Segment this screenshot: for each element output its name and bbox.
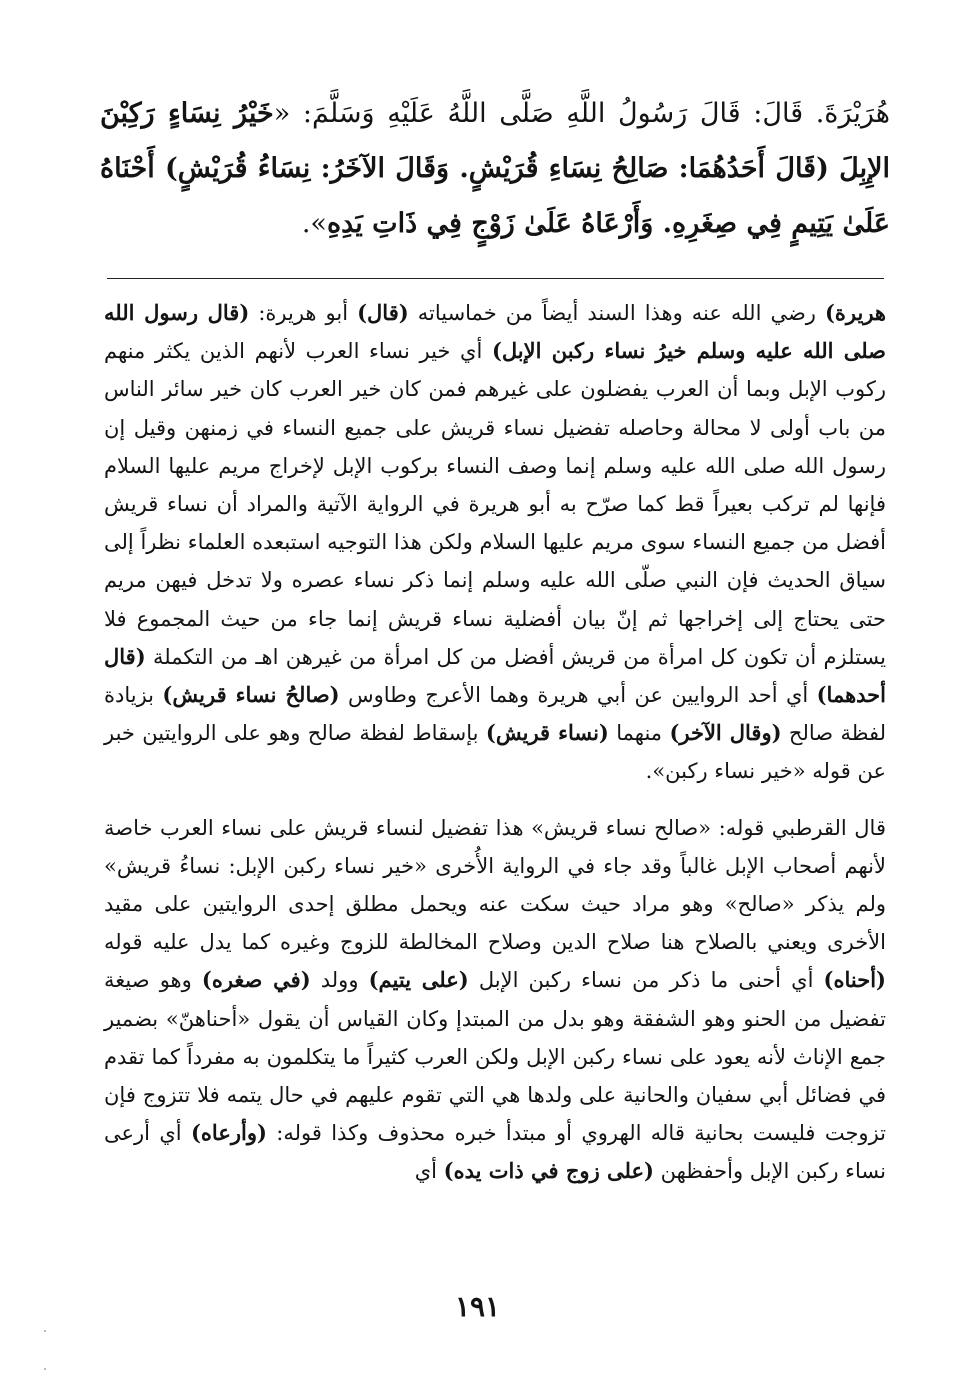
bold-quote: (نساء قريش) (485, 720, 609, 746)
bold-quote: (قال) (357, 300, 409, 325)
text-run: بزيادة لفظة صالح (104, 683, 886, 746)
bold-quote: (قال رسول الله صلى الله عليه وسلم خيرُ نساء ركبن الإبل) (104, 300, 886, 364)
text-run: قال القرطبي قوله: «صالح نساء قريش» هذا تفضيل لنساء قريش على نساء العرب خاصة لأنهم أصحاب الإبل غالباً وقد جاء في الرواية الأُخرى «خير نساء ركبن الإبل: نساءُ قريش» ولم يذكر «صالح» وهو مراد حيث سكت عنه ويحمل مطلق إحدى الروايتين على مقيد الأخرى ويعني بالصلاح هنا صلاح الدين وصلاح المخالطة للزوج وغيره كما يدل عليه قوله (104, 815, 886, 955)
text-run: أي أحد الروايين عن أبي هريرة وهما الأعرج وطاوس (339, 683, 817, 708)
text-run: منهما (608, 721, 670, 746)
bold-quote: (على يتيم) (368, 967, 469, 993)
commentary (104, 294, 886, 1191)
text-run: وولد (310, 968, 369, 993)
bold-quote: (على زوج في ذات يده) (443, 1158, 654, 1184)
text-run: أبو هريرة: (249, 301, 358, 325)
margin-mark (44, 1330, 46, 1332)
bold-quote: (قال أحدهما) (104, 643, 886, 708)
page-number: ١٩١ (454, 1290, 501, 1323)
text-run: أي أرعى نساء ركبن الإبل وأحفظهن (104, 1121, 886, 1184)
margin-mark (44, 1368, 46, 1370)
bold-quote: (أحناه) (823, 967, 886, 993)
hadith-text (100, 86, 890, 251)
bold-quote: (صالحُ نساء قريش) (162, 682, 340, 708)
text-run: أي أحنى ما ذكر من نساء ركبن الإبل (468, 968, 824, 993)
bold-quote: (وأرعاه) (190, 1120, 267, 1146)
text-run: أي (414, 1159, 444, 1184)
hadith-close: ». (301, 208, 327, 239)
commentary-paragraph-1 (104, 294, 886, 791)
hadith-intro: هُرَيْرَةَ. قَالَ: قَالَ رَسُولُ اللَّهِ صَلَّى اللَّهُ عَلَيْهِ وَسَلَّمَ: « (273, 98, 891, 129)
text-run: رضي الله عنه وهذا السند أيضاً من خماسياته (408, 301, 825, 325)
bold-quote: (وقال الآخر) (669, 720, 782, 746)
text-run: أي خير نساء العرب لأنهم الذين يكثر منهم ركوب الإبل وبما أن العرب يفضلون على غيرهم فمن كان خير العرب كان خير سائر الناس من باب أولى لا محالة وحاصله تفضيل نساء قريش على جميع النساء في زمنهن وقيل إن رسول الله صلى الله عليه وسلم إنما وصف النساء بركوب الإبل لإخراج مريم عليها السلام فإنها لم تركب بعيراً قط كما صرّح به أبو هريرة في الرواية الآتية والمراد أن نساء قريش أفضل من جميع النساء سوى مريم عليها السلام ولكن هذا التوجيه استبعده العلماء نظراً إلى سياق الحديث فإن النبي صلّى الله عليه وسلم إنما ذكر نساء عصره ولا تدخل فيهن مريم حتى يحتاج إلى إخراجها ثم إنّ بيان أفضلية نساء قريش إنما جاء من حيث المجموع فلا يستلزم أن تكون كل امرأة من قريش أفضل من كل امرأة من غيرهن اهـ من التكملة (104, 339, 886, 669)
bold-quote: (في صغره) (201, 967, 311, 993)
commentary-paragraph-2 (104, 809, 886, 1191)
bold-quote: هريرة) (824, 300, 886, 325)
text-run: بإسقاط لفظة صالح وهو على الروايتين خبر عن قوله «خير نساء ركبن». (104, 721, 886, 784)
separator-line (107, 278, 884, 279)
text-run: وهو صيغة تفضيل من الحنو وهو الشفقة وهو بدل من المبتدإ وكان القياس أن يقول «أحناهنّ» بضمير جمع الإناث لأنه يعود على نساء ركبن الإبل ولكن العرب كثيراً ما يتكلمون به مفرداً كما تقدم في فضائل أبي سفيان والحانية على ولدها هي التي تقوم عليهم في حال يتمه فلا تتزوج فإن تزوجت فليست بحانية قاله الهروي أو مبتدأ خبره محذوف وكذا قوله: (104, 968, 886, 1146)
hadith-matn: خَيْرُ نِسَاءٍ رَكِبْنَ الإِبِلَ (قَالَ أَحَدُهُمَا: صَالِحُ نِسَاءِ قُرَيْشٍ. وَقَالَ الآخَرُ: نِسَاءُ قُرَيْشٍ) أَحْنَاهُ عَلَىٰ يَتِيمٍ فِي صِغَرِهِ. وَأَرْعَاهُ عَلَىٰ زَوْجٍ فِي ذَاتِ يَدِهِ (100, 98, 890, 239)
